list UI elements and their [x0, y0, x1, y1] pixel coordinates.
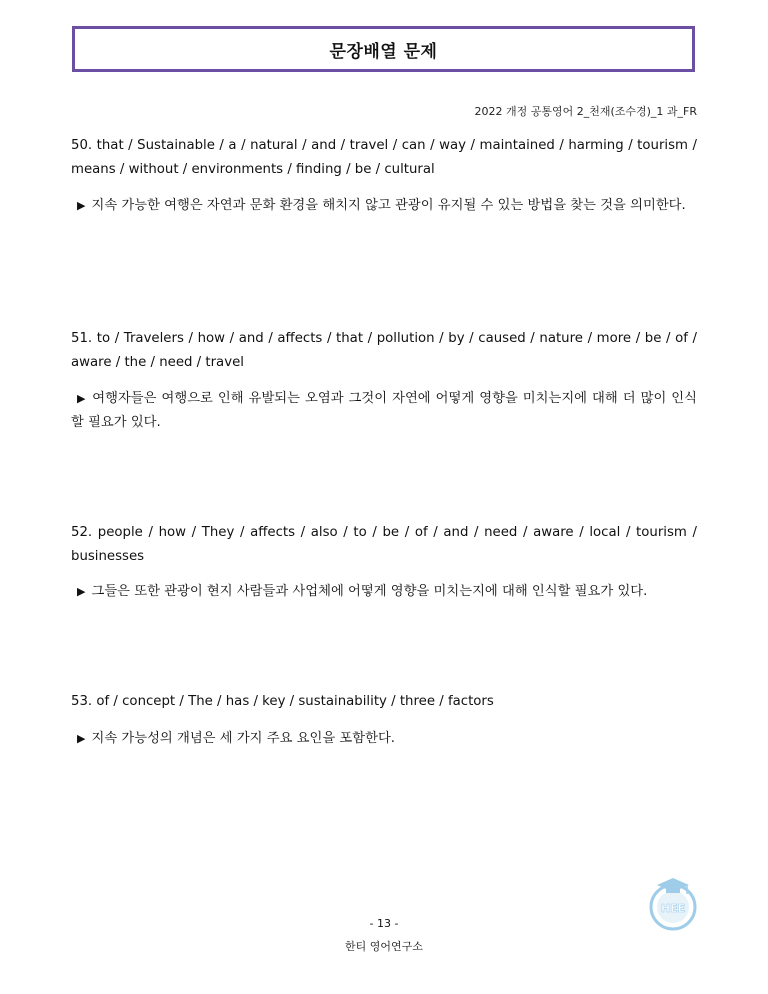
answer-text: 그들은 또한 관광이 현지 사람들과 사업체에 어떻게 영향을 미치는지에 대해 인식할 필요가 있다.: [91, 584, 648, 599]
answer-text: 지속 가능성의 개념은 세 가지 주요 요인을 포함한다.: [91, 731, 396, 746]
page-number: - 13 -: [369, 917, 399, 930]
source-label: 2022 개정 공통영어 2_천재(조수경)_1 과_FR: [474, 105, 697, 118]
graduation-cap-icon: [657, 878, 689, 894]
question-answer: [71, 194, 697, 218]
triangle-marker-icon: ▶: [77, 585, 86, 598]
title-box: [72, 26, 695, 72]
question-answer: [71, 387, 697, 435]
question-answer: [71, 727, 697, 751]
page-title: 문장배열 문제: [329, 41, 438, 62]
footer-org: 한티 영어연구소: [345, 940, 423, 953]
question-answer: [71, 580, 697, 604]
question-prompt: 53. of / concept / The / has / key / sustainability / three / factors: [71, 694, 494, 709]
answer-text: 여행자들은 여행으로 인해 유발되는 오염과 그것이 자연에 어떻게 영향을 미치는지에 대해 더 많이 인식할 필요가 있다.: [71, 391, 697, 430]
question-prompt: 51. to / Travelers / how / and / affects / that / pollution / by / caused / nature / more / be / of / aware / the / need / travel: [71, 331, 697, 370]
answer-text: 지속 가능한 여행은 자연과 문화 환경을 해치지 않고 관광이 유지될 수 있는 방법을 찾는 것을 의미한다.: [91, 198, 686, 213]
triangle-marker-icon: ▶: [77, 732, 86, 745]
triangle-marker-icon: ▶: [77, 392, 87, 405]
logo-text: HEE: [660, 902, 686, 915]
question-prompt: 52. people / how / They / affects / also / to / be / of / and / need / aware / local / tourism / businesses: [71, 525, 697, 564]
question-prompt: 50. that / Sustainable / a / natural / and / travel / can / way / maintained / harming / tourism / means / without / environments / finding / be / cultural: [71, 138, 697, 177]
triangle-marker-icon: ▶: [77, 199, 86, 212]
